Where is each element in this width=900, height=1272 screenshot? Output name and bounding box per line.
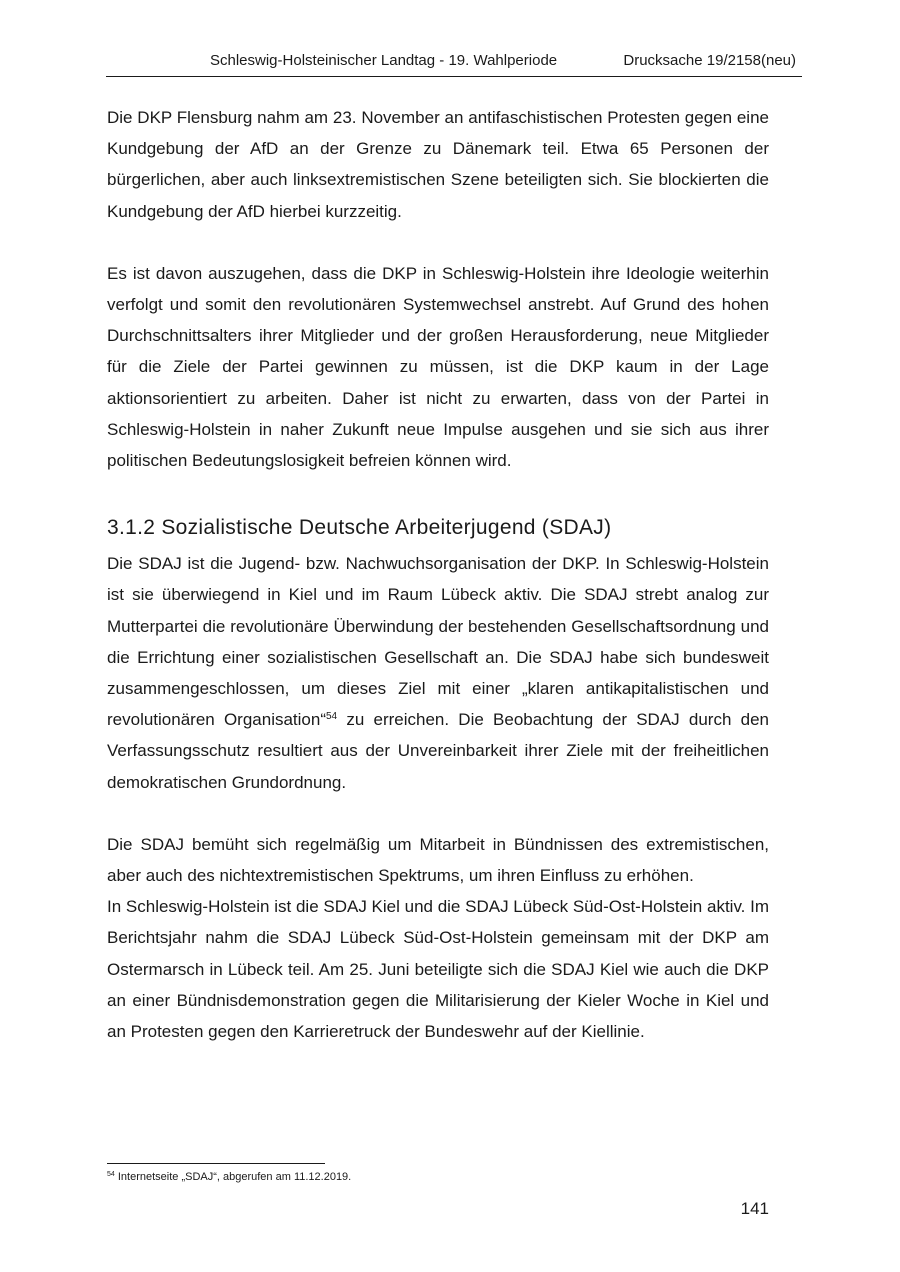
header-title: Schleswig-Holsteinischer Landtag - 19. Wahlperiode (210, 52, 558, 69)
footnote-54 (107, 1171, 351, 1183)
footnote-divider (107, 1163, 325, 1164)
footnote-number: 54 (107, 1171, 115, 1178)
footnote-reference-54[interactable]: 54 (326, 711, 338, 723)
paragraph-sdaj-alliances: Die SDAJ bemüht sich regelmäßig um Mitarbeit in Bündnissen des extremistischen, aber auch des nichtextremistischen Spektrums, um ihren Einfluss zu erhöhen. (107, 834, 769, 886)
paragraph-sdaj-intro-continued: zu erreichen. Die Beobachtung der SDAJ durch den Verfassungsschutz resultiert aus der Unvereinbarkeit ihrer Ziele mit der freiheitlichen demokratischen Grundordnung. (107, 710, 769, 792)
footnote-text: Internetseite „SDAJ“, abgerufen am 11.12.2019. (114, 1171, 352, 1183)
section-heading-sdaj: 3.1.2 Sozialistische Deutsche Arbeiterjugend (SDAJ) (107, 516, 612, 540)
paragraph-dkp-flensburg: Die DKP Flensburg nahm am 23. November an antifaschistischen Protesten gegen eine Kundgebung der AfD an der Grenze zu Dänemark teil. Etwa 65 Personen der bürgerlichen, aber auch linksextremistischen Szene beteiligten sich. Sie blockierten die Kundgebung der AfD hierbei kurzzeitig. (107, 108, 769, 221)
paragraph-sdaj-intro-text: Die SDAJ ist die Jugend- bzw. Nachwuchsorganisation der DKP. In Schleswig-Holstein ist sie überwiegend in Kiel und im Raum Lübeck aktiv. Die SDAJ strebt analog zur Mutterpartei die revolutionäre Überwindung der bestehenden Gesellschaftsordnung und die Errichtung einer sozialistischen Gesellschaft an. Die SDAJ habe sich bundesweit zusammengeschlossen, um dieses Ziel mit einer „klaren antikapitalistischen und revolutionären Organisation“ (107, 554, 769, 730)
header-drucksache: Drucksache 19/2158(neu) (623, 52, 796, 69)
page-number: 141 (740, 1199, 769, 1218)
paragraph-dkp-outlook: Es ist davon auszugehen, dass die DKP in Schleswig-Holstein ihre Ideologie weiterhin verfolgt und somit den revolutionären Systemwechsel anstrebt. Auf Grund des hohen Durchschnittsalters ihrer Mitglieder und der großen Herausforderung, neue Mitglieder für die Ziele der Partei gewinnen zu müssen, ist die DKP kaum in der Lage aktionsorientiert zu arbeiten. Daher ist nicht zu erwarten, dass von der Partei in Schleswig-Holstein in naher Zukunft neue Impulse ausgehen und sie sich aus ihrer politischen Bedeutungslosigkeit befreien können wird. (107, 263, 769, 471)
paragraph-sdaj-activities: In Schleswig-Holstein ist die SDAJ Kiel und die SDAJ Lübeck Süd-Ost-Holstein aktiv. Im Berichtsjahr nahm die SDAJ Lübeck Süd-Ost-Holstein gemeinsam mit der DKP am Ostermarsch in Lübeck teil. Am 25. Juni beteiligte sich die SDAJ Kiel wie auch die DKP an einer Bündnisdemonstration gegen die Militarisierung der Kieler Woche in Kiel und an Protesten gegen den Karrieretruck der Bundeswehr auf der Kiellinie. (107, 897, 770, 1042)
page-content (107, 102, 769, 1047)
paragraph-sdaj-intro (107, 548, 769, 798)
page-header (106, 52, 802, 77)
